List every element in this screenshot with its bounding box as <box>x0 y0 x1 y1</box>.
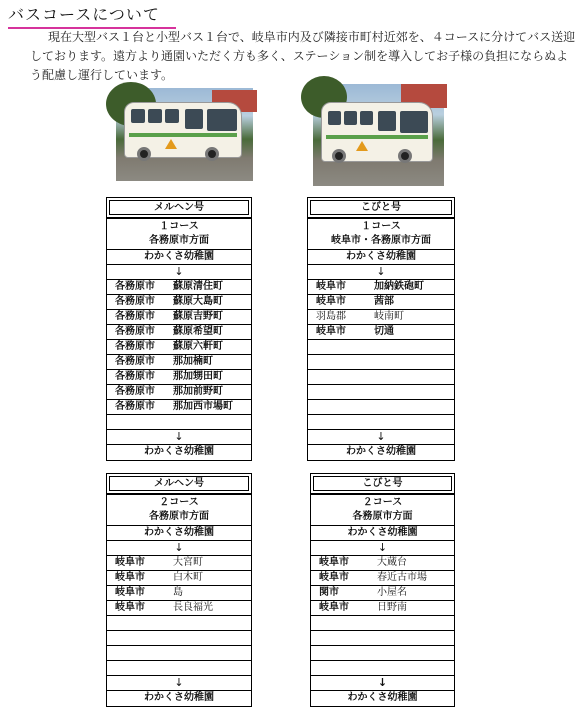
course-number: ２コース <box>159 497 199 508</box>
bus-name: こびと号 <box>310 200 452 215</box>
stop-place: 大蔵台 <box>377 557 407 568</box>
stop-row <box>308 280 454 295</box>
stop-city: 各務原市 <box>115 386 155 397</box>
empty-row <box>311 616 454 631</box>
empty-row <box>308 370 454 385</box>
stop-city: 岐阜市 <box>115 602 145 613</box>
stop-city: 岐阜市 <box>319 602 349 613</box>
empty-row <box>107 631 251 646</box>
start-point: わかくさ幼稚園 <box>107 250 251 265</box>
stop-city: 岐阜市 <box>115 557 145 568</box>
stop-place: 小屋名 <box>377 587 407 598</box>
stop-city: 岐阜市 <box>115 587 145 598</box>
course-direction: 岐阜市・各務原市方面 <box>331 235 431 246</box>
empty-row <box>107 616 251 631</box>
empty-row <box>308 385 454 400</box>
course-header <box>107 495 251 526</box>
course-header <box>311 495 454 526</box>
stop-row <box>107 370 251 385</box>
stop-row <box>107 280 251 295</box>
bus-name: メルヘン号 <box>109 476 249 491</box>
start-point: わかくさ幼稚園 <box>308 250 454 265</box>
empty-row <box>311 631 454 646</box>
stop-city: 各務原市 <box>115 281 155 292</box>
stop-row <box>311 571 454 586</box>
stop-city: 岐阜市 <box>316 326 346 337</box>
stop-place: 島 <box>173 587 183 598</box>
stop-row <box>311 601 454 616</box>
start-point: わかくさ幼稚園 <box>107 526 251 541</box>
stop-place: 蘇原吉野町 <box>173 311 223 322</box>
stop-place: 日野南 <box>377 602 407 613</box>
stop-city: 各務原市 <box>115 371 155 382</box>
stop-place: 那加甥田町 <box>173 371 223 382</box>
stop-city: 羽島郡 <box>316 311 346 322</box>
stop-place: 那加楠町 <box>173 356 213 367</box>
stop-city: 岐阜市 <box>316 281 346 292</box>
stop-place: 切通 <box>374 326 394 337</box>
down-arrow-icon: ↓ <box>107 541 251 556</box>
stop-row <box>308 310 454 325</box>
down-arrow-icon: ↓ <box>107 676 251 691</box>
empty-row <box>311 646 454 661</box>
stop-city: 岐阜市 <box>115 572 145 583</box>
route-table-kobito-2 <box>310 474 455 707</box>
stop-place: 長良福光 <box>173 602 213 613</box>
empty-row <box>308 355 454 370</box>
down-arrow-icon: ↓ <box>107 265 251 280</box>
course-direction: 各務原市方面 <box>352 511 413 522</box>
course-direction: 各務原市方面 <box>149 511 209 522</box>
empty-row <box>107 646 251 661</box>
stop-city: 岐阜市 <box>319 572 349 583</box>
stop-row <box>107 355 251 370</box>
course-direction: 各務原市方面 <box>149 235 209 246</box>
stop-place: 白木町 <box>173 572 203 583</box>
down-arrow-icon: ↓ <box>308 265 454 280</box>
stop-row <box>107 571 251 586</box>
down-arrow-icon: ↓ <box>311 541 454 556</box>
large-bus-photo <box>116 88 253 181</box>
stop-row <box>107 295 251 310</box>
start-point: わかくさ幼稚園 <box>311 526 454 541</box>
empty-row <box>107 661 251 676</box>
empty-row <box>308 415 454 430</box>
stop-city: 岐阜市 <box>316 296 346 307</box>
stop-row <box>107 556 251 571</box>
stop-row <box>308 325 454 340</box>
stop-place: 蘇原大島町 <box>173 296 223 307</box>
stop-place: 加納鉄砲町 <box>374 281 424 292</box>
end-point: わかくさ幼稚園 <box>347 692 418 703</box>
route-table-meruhen-1 <box>106 198 252 461</box>
end-point: わかくさ幼稚園 <box>144 692 214 703</box>
intro-paragraph: 現在大型バス１台と小型バス１台で、岐阜市内及び隣接市町村近郊を、４コースに分けてバス送迎しております。遠方より通園いただく方も多く、ステーション制を導入してお子様の負担にならぬよう配慮し運行しています。 <box>30 30 576 82</box>
stop-place: 春近古市場 <box>377 572 427 583</box>
stop-row <box>107 400 251 415</box>
empty-row <box>308 340 454 355</box>
stop-place: 那加西市場町 <box>173 401 233 412</box>
stop-place: 茜部 <box>374 296 394 307</box>
stop-place: 蘇原六軒町 <box>173 341 223 352</box>
empty-row <box>308 400 454 415</box>
route-table-meruhen-2 <box>106 474 252 707</box>
stop-place: 岐南町 <box>374 311 404 322</box>
stop-place: 蘇原清住町 <box>173 281 223 292</box>
stop-row <box>311 586 454 601</box>
stop-place: 蘇原希望町 <box>173 326 223 337</box>
course-header <box>107 219 251 250</box>
down-arrow-icon: ↓ <box>107 430 251 445</box>
down-arrow-icon: ↓ <box>308 430 454 445</box>
stop-place: 那加前野町 <box>173 386 223 397</box>
bus-name: こびと号 <box>313 476 452 491</box>
stop-city: 各務原市 <box>115 296 155 307</box>
route-table-kobito-1 <box>307 198 455 461</box>
stop-city: 各務原市 <box>115 326 155 337</box>
empty-row <box>311 661 454 676</box>
stop-row <box>107 340 251 355</box>
down-arrow-icon: ↓ <box>311 676 454 691</box>
stop-place: 大宮町 <box>173 557 203 568</box>
page-title: バスコースについて <box>8 2 176 29</box>
course-number: １コース <box>159 221 199 232</box>
stop-city: 岐阜市 <box>319 557 349 568</box>
end-point: わかくさ幼稚園 <box>346 446 416 457</box>
stop-row <box>311 556 454 571</box>
stop-row <box>107 310 251 325</box>
course-header <box>308 219 454 250</box>
stop-city: 各務原市 <box>115 311 155 322</box>
stop-city: 関市 <box>319 587 339 598</box>
stop-city: 各務原市 <box>115 341 155 352</box>
stop-row <box>107 385 251 400</box>
course-number: １コース <box>361 221 401 232</box>
bus-name: メルヘン号 <box>109 200 249 215</box>
end-point: わかくさ幼稚園 <box>144 446 214 457</box>
stop-row <box>107 601 251 616</box>
stop-city: 各務原市 <box>115 356 155 367</box>
stop-city: 各務原市 <box>115 401 155 412</box>
stop-row <box>308 295 454 310</box>
stop-row <box>107 325 251 340</box>
stop-row <box>107 586 251 601</box>
empty-row <box>107 415 251 430</box>
small-bus-photo <box>313 84 444 186</box>
course-number: ２コース <box>362 497 403 508</box>
